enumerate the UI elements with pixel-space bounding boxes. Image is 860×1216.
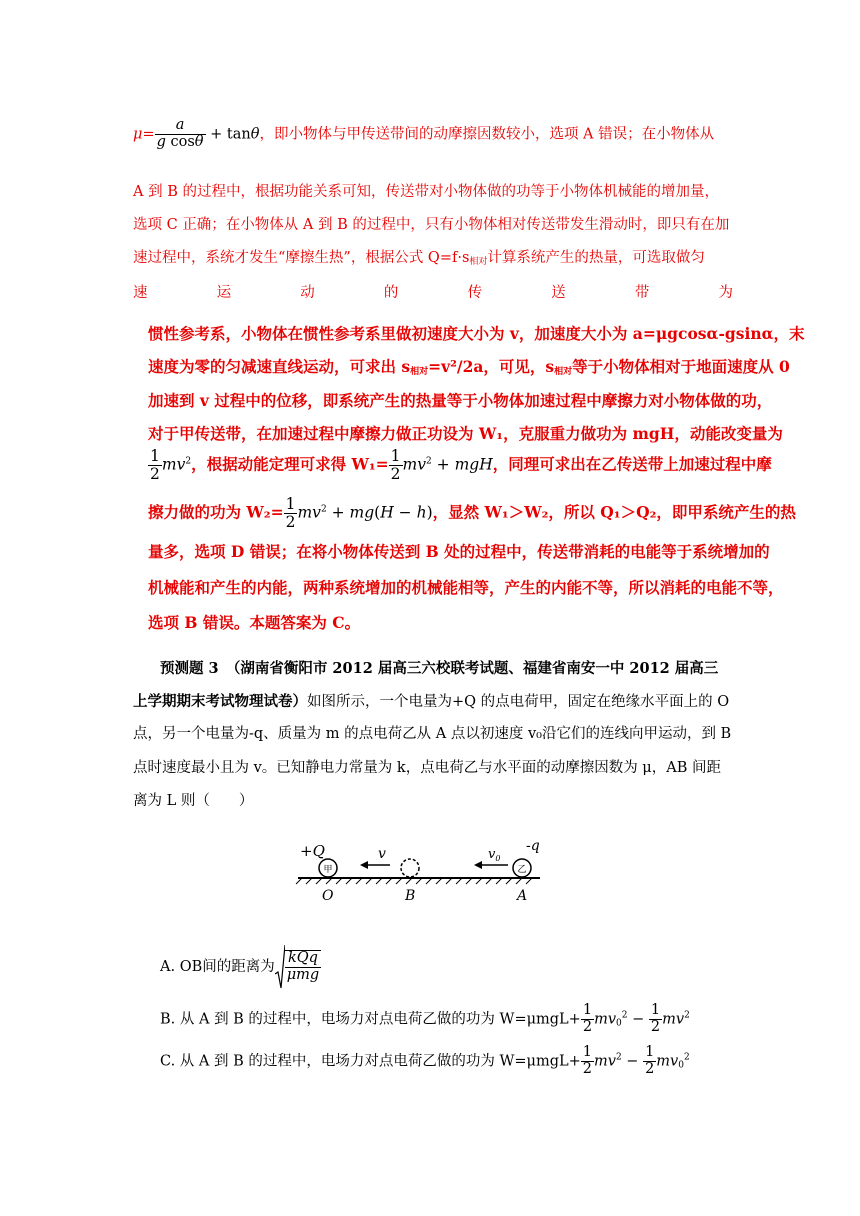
solution-line-1: μ= $\frac{a}{\text{g cosθ}}$ + tanθ，即小物体与甲传送带间的动摩擦因数较小，选项 A 错误；在小物体从	[133, 117, 715, 150]
svg-text:B: B	[405, 888, 416, 904]
solution-line-6: 惯性参考系，小物体在惯性参考系里做初速度大小为 v，加速度大小为 a=μgcosα-gsinα，末	[148, 324, 805, 343]
solution-line-2: A 到 B 的过程中，根据功能关系可知，传送带对小物体做的功等于小物体机械能的增加量，	[133, 184, 719, 200]
solution-line-13: 机械能和产生的内能，两种系统增加的机械能相等，产生的内能不等，所以消耗的电能不等，	[148, 578, 784, 597]
svg-text:甲: 甲	[323, 865, 333, 875]
charge-diagram	[290, 828, 550, 910]
solution-line-14: 选项 B 错误。本题答案为 C。	[148, 613, 361, 632]
solution-line-10: $\frac{1}{2}$ $mv^2$，根据动能定理可求得 W₁= $\frac{1}{2}$ $mv^2$ + mgH，同理可求出在乙传送带上加速过程中摩	[150, 447, 772, 484]
question-line-5: 离为 L 则（ ）	[133, 793, 254, 809]
svg-text:O: O	[322, 888, 334, 904]
position-b-dashed-circle	[401, 859, 419, 877]
option-a: A. OB间的距离为 $\frac{\text{kQq}}{\text{μmg}}$	[160, 944, 321, 990]
svg-text:A: A	[517, 888, 528, 904]
solution-line-11: 擦力做的功为 W₂= $\frac{1}{2}$ $mv^2 + mg(H - h)$，显然 W₁＞W₂，所以 Q₁＞Q₂，即甲系统产生的热	[148, 495, 796, 532]
solution-line-9: 对于甲传送带，在加速过程中摩擦力做正功设为 W₁，克服重力做功为 mgH，动能改变量为	[148, 424, 783, 443]
question-title: 预测题 3 （湖南省衡阳市 2012 届高三六校联考试题、福建省南安一中 2012 届高三	[160, 660, 719, 677]
svg-text:v: v	[378, 846, 386, 862]
solution-line-12: 量多，选项 D 错误；在将小物体传送到 B 处的过程中，传送带消耗的电能等于系统增加的	[148, 542, 770, 561]
question-line-3: 点，另一个电量为-q、质量为 m 的点电荷乙从 A 点以初速度 v₀沿它们的连线向甲运动，到 B	[133, 726, 732, 742]
svg-text:乙: 乙	[517, 865, 527, 875]
sqrt-kqq-over-mumg: $\frac{\text{kQq}}{\text{μmg}}$	[275, 944, 321, 990]
option-c: C. 从 A 到 B 的过程中，电场力对点电荷乙做的功为 W=μmgL+ $\frac{1}{2}$ $mv^2$ − $\frac{1}{2}$ $mv_0^2$	[160, 1044, 690, 1077]
svg-text:+Q: +Q	[300, 842, 325, 860]
solution-line-3: 选项 C 正确；在小物体从 A 到 B 的过程中，只有小物体相对传送带发生滑动时，即只有在加	[133, 217, 730, 233]
question-line-4: 点时速度最小且为 v。已知静电力常量为 k，点电荷乙与水平面的动摩擦因数为 μ，AB 间距	[133, 760, 721, 776]
fraction-a-over-gcos: $\frac{a}{\text{g cosθ}}$	[156, 117, 204, 150]
solution-text: ，即小物体与甲传送带间的动摩擦因数较小，选项 A 错误；在小物体从	[259, 126, 715, 143]
question-line-2: 上学期期末考试物理试卷）如图所示，一个电量为+Q 的点电荷甲，固定在绝缘水平面上的 O	[133, 693, 730, 710]
option-b: B. 从 A 到 B 的过程中，电场力对点电荷乙做的功为 W=μmgL+ $\frac{1}{2}$ $mv_0^2$ − $\frac{1}{2}$ $mv^2$	[160, 1002, 690, 1035]
svg-text:-q: -q	[526, 838, 540, 854]
svg-text:v0: $v_0$	[488, 847, 501, 863]
solution-line-7: 速度为零的匀减速直线运动，可求出 $s_{相对}=v^2/2a$，可见，$s_{相对}$等于小物体相对于地面速度从 0	[148, 357, 790, 377]
solution-line-4: 速过程中，系统才发生“摩擦生热”，根据公式 $Q=f\cdot s_{相对}$计算系统产生的热量，可选取做匀	[133, 250, 705, 267]
mu-formula: μ	[133, 126, 143, 143]
solution-line-5: 速 运 动 的 传 送 带 为	[133, 285, 733, 301]
solution-line-8: 加速到 v 过程中的位移，即系统产生的热量等于小物体加速过程中摩擦力对小物体做的功，	[148, 391, 773, 410]
